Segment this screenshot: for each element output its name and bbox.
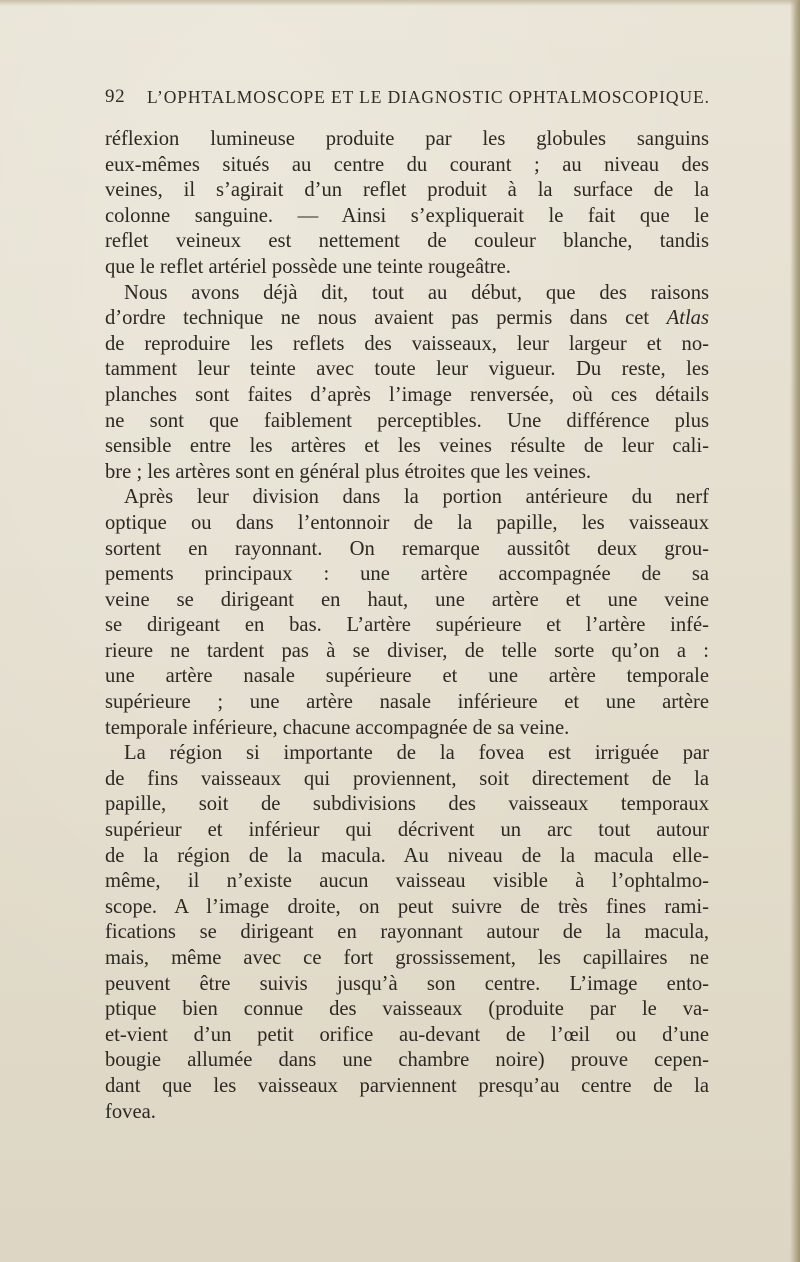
text-line: La région si importante de la fovea est irriguée par bbox=[124, 742, 709, 765]
running-header bbox=[105, 82, 709, 112]
text-line: une artère nasale supérieure et une artère temporale bbox=[105, 665, 709, 688]
text-line: et-vient d’un petit orifice au-devant de l’œil ou d’une bbox=[105, 1023, 709, 1046]
paragraph bbox=[105, 127, 709, 281]
text-line: planches sont faites d’après l’image renversée, où ces détails bbox=[105, 383, 709, 406]
text-line: scope. A l’image droite, on peut suivre de très fines rami- bbox=[105, 895, 709, 918]
text-line: Nous avons déjà dit, tout au début, que des raisons bbox=[124, 281, 709, 304]
page-number: 92 bbox=[105, 86, 126, 107]
paragraph bbox=[105, 485, 709, 741]
text-line: veine se dirigeant en haut, une artère et une veine bbox=[105, 588, 709, 611]
text-line: optique ou dans l’entonnoir de la papille, les vaisseaux bbox=[105, 511, 709, 534]
text-line: même, il n’existe aucun vaisseau visible à l’ophtalmo- bbox=[105, 870, 709, 893]
text-line: bougie allumée dans une chambre noire) prouve cepen- bbox=[105, 1049, 709, 1072]
text-line: de fins vaisseaux qui proviennent, soit directement de la bbox=[105, 767, 709, 790]
page-top-edge bbox=[0, 0, 800, 6]
text-line: de la région de la macula. Au niveau de la macula elle- bbox=[105, 844, 709, 867]
text-line: temporale inférieure, chacune accompagnée de sa veine. bbox=[105, 716, 570, 739]
text-line: pements principaux : une artère accompagnée de sa bbox=[105, 563, 709, 586]
text-line: tamment leur teinte avec toute leur vigueur. Du reste, les bbox=[105, 358, 709, 381]
text-line: reflet veineux est nettement de couleur blanche, tandis bbox=[105, 230, 709, 253]
text-line: mais, même avec ce fort grossissement, les capillaires ne bbox=[105, 947, 709, 969]
text-line: peuvent être suivis jusqu’à son centre. L’image ento- bbox=[105, 972, 709, 995]
running-title: L’OPHTALMOSCOPE ET LE DIAGNOSTIC OPHTALMOSCOPIQUE. bbox=[147, 87, 710, 107]
text-line-with-italic bbox=[105, 306, 709, 332]
text-line: Après leur division dans la portion antérieure du nerf bbox=[124, 486, 709, 509]
text-line: sortent en rayonnant. On remarque aussitôt deux grou- bbox=[105, 537, 709, 560]
text-line: sensible entre les artères et les veines résulte de leur cali- bbox=[105, 435, 709, 458]
text-line: colonne sanguine. — Ainsi s’expliquerait le fait que le bbox=[105, 204, 709, 227]
paragraph bbox=[105, 281, 709, 486]
italic-atlas: Atlas bbox=[666, 307, 709, 330]
text-fragment: d’ordre technique ne nous avaient pas permis dans cet bbox=[105, 307, 650, 330]
text-line: papille, soit de subdivisions des vaisseaux temporaux bbox=[105, 793, 709, 816]
text-line: fications se dirigeant en rayonnant autour de la macula, bbox=[105, 921, 709, 944]
text-line: se dirigeant en bas. L’artère supérieure et l’artère infé- bbox=[105, 614, 709, 637]
text-line: fovea. bbox=[105, 1100, 156, 1123]
page-right-edge bbox=[790, 0, 800, 1262]
body-text bbox=[105, 127, 709, 1125]
text-line: ne sont que faiblement perceptibles. Une différence plus bbox=[105, 409, 709, 432]
text-line: ptique bien connue des vaisseaux (produite par le va- bbox=[105, 998, 709, 1021]
text-line: bre ; les artères sont en général plus étroites que les veines. bbox=[105, 460, 592, 483]
text-line: supérieure ; une artère nasale inférieure et une artère bbox=[105, 691, 709, 714]
text-line: veines, il s’agirait d’un reflet produit à la surface de la bbox=[105, 179, 709, 202]
text-line: réflexion lumineuse produite par les globules sanguins bbox=[105, 128, 709, 150]
paragraph bbox=[105, 741, 709, 1125]
text-line: dant que les vaisseaux parviennent presqu’au centre de la bbox=[105, 1074, 709, 1097]
text-line: supérieur et inférieur qui décrivent un arc tout autour bbox=[105, 819, 709, 842]
text-line: que le reflet artériel possède une teinte rougeâtre. bbox=[105, 255, 511, 278]
text-line: rieure ne tardent pas à se diviser, de telle sorte qu’on a : bbox=[105, 639, 709, 662]
text-line: eux-mêmes situés au centre du courant ; au niveau des bbox=[105, 153, 709, 176]
text-line: de reproduire les reflets des vaisseaux, leur largeur et no- bbox=[105, 332, 709, 355]
